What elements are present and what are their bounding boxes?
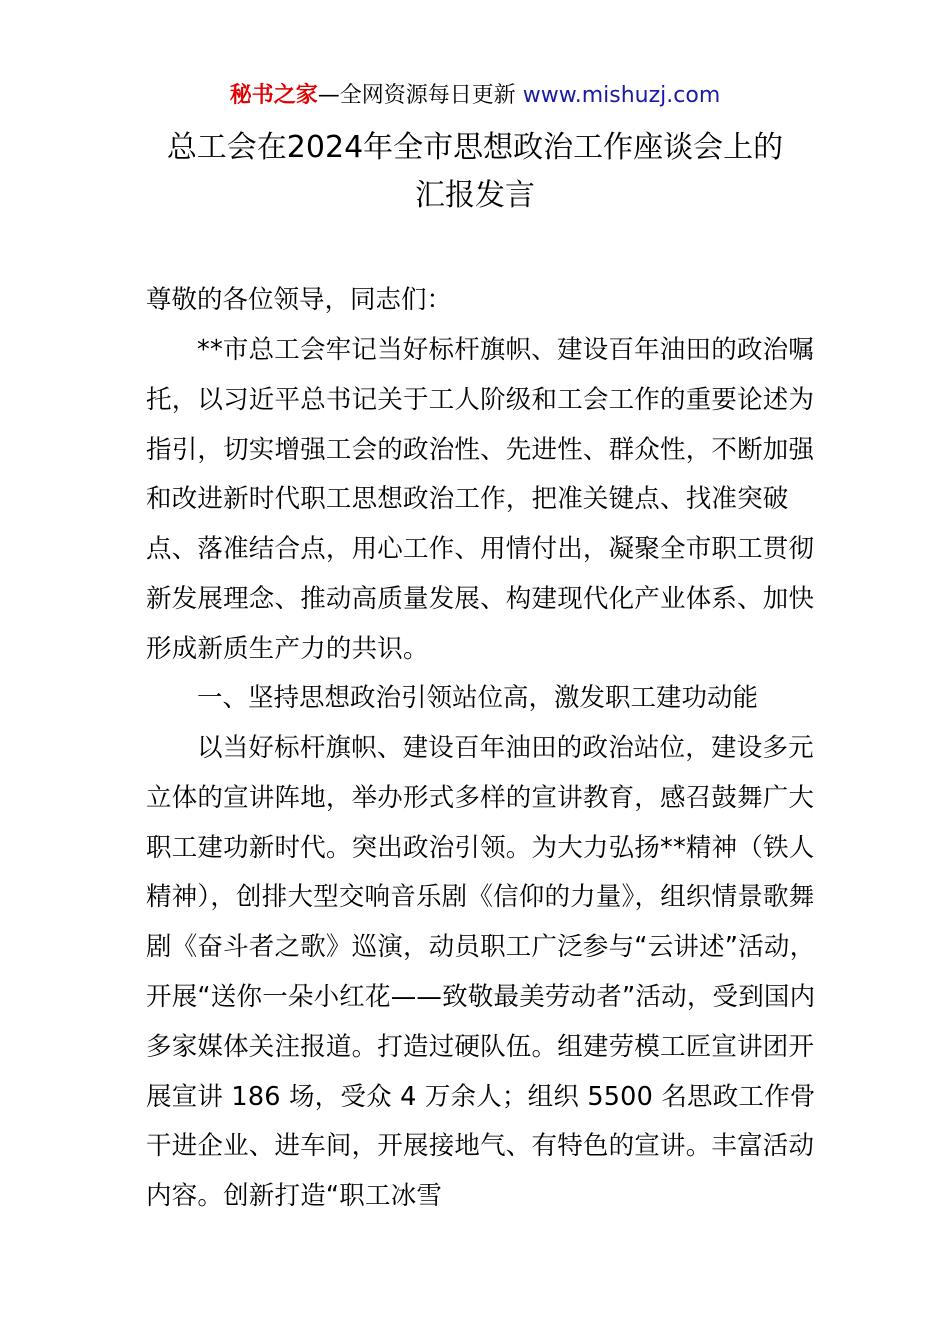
greeting: 尊敬的各位领导，同志们： (146, 285, 453, 315)
document-title-line-2: 汇报发言 (415, 178, 535, 213)
section-heading-1: 一、坚持思想政治引领站位高，激发职工建功动能 (197, 683, 759, 713)
document-title-line-1: 总工会在2024年全市思想政治工作座谈会上的 (166, 130, 784, 165)
brand-name: 秘书之家 (229, 83, 318, 108)
site-url-link[interactable]: www.mishuzj.com (522, 83, 721, 108)
site-header (0, 80, 950, 112)
header-tagline: —全网资源每日更新 (317, 83, 516, 108)
paragraph-2: 以当好标杆旗帜、建设百年油田的政治站位，建设多元立体的宣讲阵地，举办形式多样的宣讲教育，感召鼓舞广大职工建功新时代。突出政治引领。为大力弘扬**精神（铁人精神），创排大型交响音乐剧《信仰的力量》，组织情景歌舞剧《奋斗者之歌》巡演，动员职工广泛参与“云讲述”活动，开展“送你一朵小红花——致敬最美劳动者”活动，受到国内多家媒体关注报道。打造过硬队伍。组建劳模工匠宣讲团开展宣讲 186 场，受众 4 万余人；组织 5500 名思政工作骨干进企业、进车间，开展接地气、有特色的宣讲。丰富活动内容。创新打造“职工冰雪 (146, 733, 816, 1212)
paragraph-1: **市总工会牢记当好标杆旗帜、建设百年油田的政治嘱托，以习近平总书记关于工人阶级和工会工作的重要论述为指引，切实增强工会的政治性、先进性、群众性，不断加强和改进新时代职工思想政治工作，把准关键点、找准突破点、落准结合点，用心工作、用情付出，凝聚全市职工贯彻新发展理念、推动高质量发展、构建现代化产业体系、加快形成新质生产力的共识。 (146, 335, 815, 664)
